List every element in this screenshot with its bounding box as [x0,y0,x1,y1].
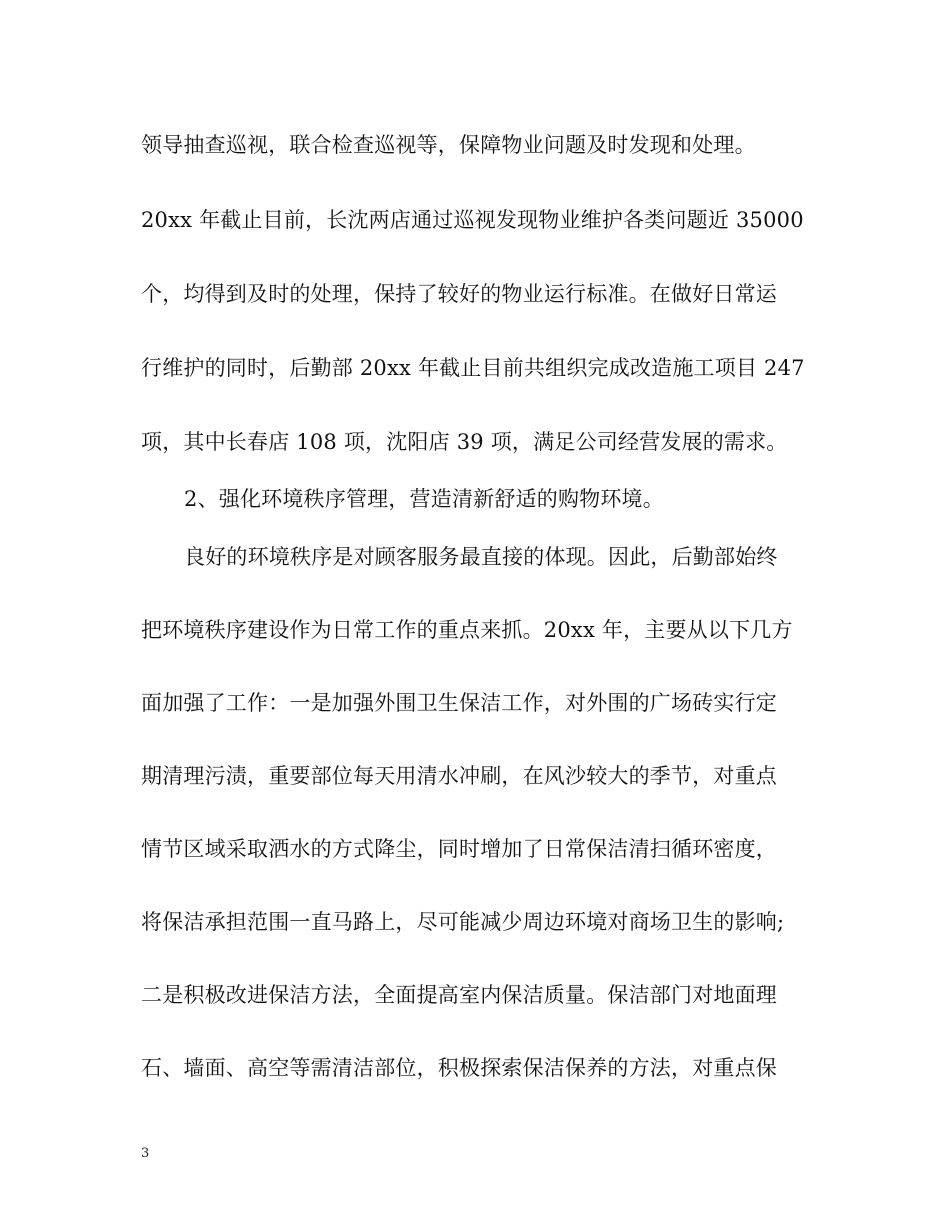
text-line-12: 将保洁承担范围一直马路上，尽可能减少周边环境对商场卫生的影响; [141,910,785,934]
text-line-2: 20xx 年截止目前，长沈两店通过巡视发现物业维护各类问题近 35000 [141,208,804,232]
page-number: 3 [141,1146,150,1161]
text-line-8: 把环境秩序建设作为日常工作的重点来抓。20xx 年，主要从以下几方 [141,618,793,642]
text-line-10: 期清理污渍，重要部位每天用清水冲刷，在风沙较大的季节，对重点 [141,764,777,788]
text-line-1: 领导抽查巡视，联合检查巡视等，保障物业问题及时发现和处理。 [141,133,756,157]
text-line-13: 二是积极改进保洁方法，全面提高室内保洁质量。保洁部门对地面理 [141,983,777,1007]
text-line-11: 情节区域采取洒水的方式降尘，同时增加了日常保洁清扫循环密度， [141,837,777,861]
text-line-4: 行维护的同时，后勤部 20xx 年截止目前共组织完成改造施工项目 247 [141,356,805,380]
text-line-9: 面加强了工作：一是加强外围卫生保洁工作，对外围的广场砖实行定 [141,691,777,715]
text-line-14: 石、墙面、高空等需清洁部位，积极探索保洁保养的方法，对重点保 [141,1056,777,1080]
text-line-3: 个，均得到及时的处理，保持了较好的物业运行标准。在做好日常运 [141,282,777,306]
text-line-7: 良好的环境秩序是对顾客服务最直接的体现。因此，后勤部始终 [184,545,778,569]
text-line-5: 项，其中长春店 108 项，沈阳店 39 项，满足公司经营发展的需求。 [141,430,788,454]
section-heading: 2、强化环境秩序管理，营造清新舒适的购物环境。 [184,487,664,511]
